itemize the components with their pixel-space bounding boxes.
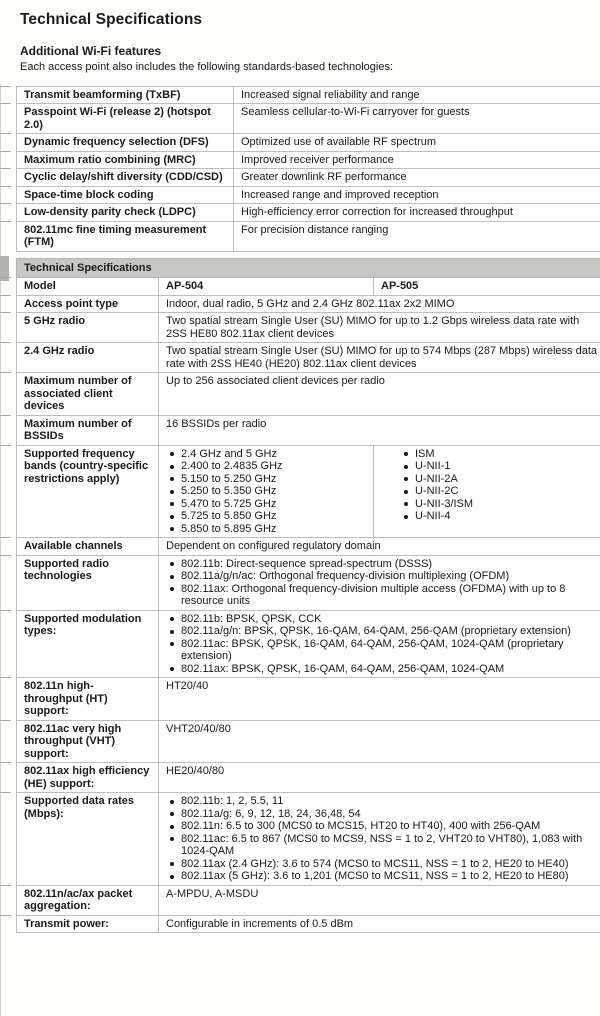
spec-table-header: Technical Specifications bbox=[17, 258, 600, 278]
table-row bbox=[17, 295, 600, 313]
list-item: 802.11ax: Orthogonal frequency-division multiple access (OFDMA) with up to 8 resource units bbox=[167, 583, 599, 608]
spec-name-cell: Maximum number of BSSIDs bbox=[17, 415, 159, 445]
spec-value-cell bbox=[159, 555, 600, 610]
spec-name-cell: Access point type bbox=[17, 295, 159, 313]
feature-desc-cell: For precision distance ranging bbox=[234, 221, 600, 251]
spec-name-cell: 5 GHz radio bbox=[17, 313, 159, 343]
list-item: U-NII-3/ISM bbox=[401, 498, 599, 511]
table-row bbox=[17, 763, 600, 793]
list-item: 2.4 GHz and 5 GHz bbox=[167, 448, 367, 461]
list-item: 802.11b: Direct-sequence spread-spectrum (DSSS) bbox=[167, 558, 599, 571]
table-row bbox=[17, 86, 600, 104]
spec-name-cell: 2.4 GHz radio bbox=[17, 343, 159, 373]
list-item: 802.11ac: 6.5 to 867 (MCS0 to MCS9, NSS = 1 to 2, VHT20 to VHT80), 1,083 with 1024-QAM bbox=[167, 833, 599, 858]
list-item: 5.150 to 5.250 GHz bbox=[167, 473, 367, 486]
spec-name-cell: Maximum number of associated client devices bbox=[17, 373, 159, 416]
spec-value-cell: Indoor, dual radio, 5 GHz and 2.4 GHz 802.11ax 2x2 MIMO bbox=[159, 295, 600, 313]
spec-name-cell: 802.11ac very high throughput (VHT) support: bbox=[17, 720, 159, 763]
wifi-features-table bbox=[16, 86, 600, 252]
table-row bbox=[17, 343, 600, 373]
feature-desc-cell: Increased signal reliability and range bbox=[234, 86, 600, 104]
model-ap504-cell: AP-504 bbox=[159, 278, 374, 296]
feature-desc-cell: High-efficiency error correction for increased throughput bbox=[234, 204, 600, 222]
section-intro: Each access point also includes the following standards-based technologies: bbox=[20, 61, 394, 73]
spec-name-cell: 802.11ax high efficiency (HE) support: bbox=[17, 763, 159, 793]
table-row bbox=[17, 186, 600, 204]
feature-desc-cell: Seamless cellular-to-Wi-Fi carryover for guests bbox=[234, 104, 600, 134]
spec-name-cell: Supported modulation types: bbox=[17, 610, 159, 678]
spec-value-cell: 16 BSSIDs per radio bbox=[159, 415, 600, 445]
feature-desc-cell: Increased range and improved reception bbox=[234, 186, 600, 204]
list-item: U-NII-2A bbox=[401, 473, 599, 486]
table-row bbox=[17, 885, 600, 915]
spec-value-cell: HT20/40 bbox=[159, 678, 600, 721]
list-item: 802.11a/g/n/ac: Orthogonal frequency-division multiplexing (OFDM) bbox=[167, 570, 599, 583]
spec-value-cell bbox=[159, 793, 600, 886]
radio-technologies-list bbox=[166, 558, 599, 608]
list-item: 802.11ax (5 GHz): 3.6 to 1,201 (MCS0 to MCS11, NSS = 1 to 2, HE20 to HE80) bbox=[167, 870, 599, 883]
spec-value-cell bbox=[159, 445, 374, 538]
table-row bbox=[17, 221, 600, 251]
spec-name-cell: 802.11n/ac/ax packet aggregation: bbox=[17, 885, 159, 915]
list-item: U-NII-4 bbox=[401, 510, 599, 523]
table-row bbox=[17, 538, 600, 556]
list-item: 802.11n: 6.5 to 300 (MCS0 to MCS15, HT20 to HT40), 400 with 256-QAM bbox=[167, 820, 599, 833]
list-item: 802.11ax (2.4 GHz): 3.6 to 574 (MCS0 to MCS11, NSS = 1 to 2, HE20 to HE40) bbox=[167, 858, 599, 871]
list-item: 802.11a/g/n: BPSK, QPSK, 16-QAM, 64-QAM, 256-QAM (proprietary extension) bbox=[167, 625, 599, 638]
modulation-types-list bbox=[166, 613, 599, 676]
spec-name-cell: Supported frequency bands (country-specific restrictions apply) bbox=[17, 445, 159, 538]
list-item: 802.11a/g: 6, 9, 12, 18, 24, 36,48, 54 bbox=[167, 808, 599, 821]
frequency-bands-list bbox=[166, 448, 367, 536]
spec-name-cell: Supported radio technologies bbox=[17, 555, 159, 610]
spec-name-cell: 802.11n high-throughput (HT) support: bbox=[17, 678, 159, 721]
spec-name-cell: Available channels bbox=[17, 538, 159, 556]
list-item: 802.11ax: BPSK, QPSK, 16-QAM, 64-QAM, 256-QAM, 1024-QAM bbox=[167, 663, 599, 676]
list-item: U-NII-2C bbox=[401, 485, 599, 498]
table-row bbox=[17, 169, 600, 187]
table-row bbox=[17, 678, 600, 721]
table-row bbox=[17, 104, 600, 134]
feature-name-cell: 802.11mc fine timing measurement (FTM) bbox=[17, 221, 234, 251]
spec-value-cell bbox=[159, 610, 600, 678]
spec-value-cell: Two spatial stream Single User (SU) MIMO for up to 574 Mbps (287 Mbps) wireless data rate with 2SS HE40 (HE20) 802.11ax client devices bbox=[159, 343, 600, 373]
list-item: 5.470 to 5.725 GHz bbox=[167, 498, 367, 511]
page-title: Technical Specifications bbox=[20, 11, 203, 28]
table-row bbox=[17, 915, 600, 933]
spec-value-cell: Dependent on configured regulatory domain bbox=[159, 538, 600, 556]
table-header-row bbox=[17, 258, 600, 278]
spec-value-cell: A-MPDU, A-MSDU bbox=[159, 885, 600, 915]
table-row bbox=[17, 445, 600, 538]
spec-value-cell: HE20/40/80 bbox=[159, 763, 600, 793]
spec-value-cell: Up to 256 associated client devices per radio bbox=[159, 373, 600, 416]
table-row bbox=[17, 313, 600, 343]
feature-desc-cell: Greater downlink RF performance bbox=[234, 169, 600, 187]
feature-name-cell: Dynamic frequency selection (DFS) bbox=[17, 134, 234, 152]
list-item: 5.250 to 5.350 GHz bbox=[167, 485, 367, 498]
section-heading: Additional Wi-Fi features bbox=[20, 44, 162, 58]
model-ap505-cell: AP-505 bbox=[374, 278, 600, 296]
table-row bbox=[17, 278, 600, 296]
feature-name-cell: Passpoint Wi-Fi (release 2) (hotspot 2.0) bbox=[17, 104, 234, 134]
spec-name-cell: Model bbox=[17, 278, 159, 296]
feature-desc-cell: Improved receiver performance bbox=[234, 151, 600, 169]
data-rates-list bbox=[166, 795, 599, 883]
feature-name-cell: Transmit beamforming (TxBF) bbox=[17, 86, 234, 104]
spec-value-cell: Configurable in increments of 0.5 dBm bbox=[159, 915, 600, 933]
spec-name-cell: Transmit power: bbox=[17, 915, 159, 933]
list-item: 802.11b: BPSK, QPSK, CCK bbox=[167, 613, 599, 626]
table-row bbox=[17, 204, 600, 222]
list-item: 2.400 to 2.4835 GHz bbox=[167, 460, 367, 473]
table-row bbox=[17, 720, 600, 763]
spec-name-cell: Supported data rates (Mbps): bbox=[17, 793, 159, 886]
list-item: 802.11ac: BPSK, QPSK, 16-QAM, 64-QAM, 256-QAM, 1024-QAM (proprietary extension) bbox=[167, 638, 599, 663]
feature-name-cell: Cyclic delay/shift diversity (CDD/CSD) bbox=[17, 169, 234, 187]
spec-value-cell: Two spatial stream Single User (SU) MIMO for up to 1.2 Gbps wireless data rate with 2SS HE80 802.11ax client devices bbox=[159, 313, 600, 343]
feature-desc-cell: Optimized use of available RF spectrum bbox=[234, 134, 600, 152]
cropped-page-edge-line bbox=[0, 84, 1, 1016]
technical-specifications-table bbox=[16, 258, 600, 934]
table-row bbox=[17, 373, 600, 416]
table-row bbox=[17, 555, 600, 610]
table-row bbox=[17, 610, 600, 678]
list-item: 802.11b: 1, 2, 5.5, 11 bbox=[167, 795, 599, 808]
list-item: ISM bbox=[401, 448, 599, 461]
spec-value-cell: VHT20/40/80 bbox=[159, 720, 600, 763]
table-row bbox=[17, 151, 600, 169]
feature-name-cell: Low-density parity check (LDPC) bbox=[17, 204, 234, 222]
feature-name-cell: Maximum ratio combining (MRC) bbox=[17, 151, 234, 169]
table-row bbox=[17, 134, 600, 152]
list-item: U-NII-1 bbox=[401, 460, 599, 473]
table-row bbox=[17, 793, 600, 886]
list-item: 5.850 to 5.895 GHz bbox=[167, 523, 367, 536]
table-row bbox=[17, 415, 600, 445]
list-item: 5.725 to 5.850 GHz bbox=[167, 510, 367, 523]
feature-name-cell: Space-time block coding bbox=[17, 186, 234, 204]
band-designations-list bbox=[381, 448, 599, 523]
spec-value-cell bbox=[374, 445, 600, 538]
